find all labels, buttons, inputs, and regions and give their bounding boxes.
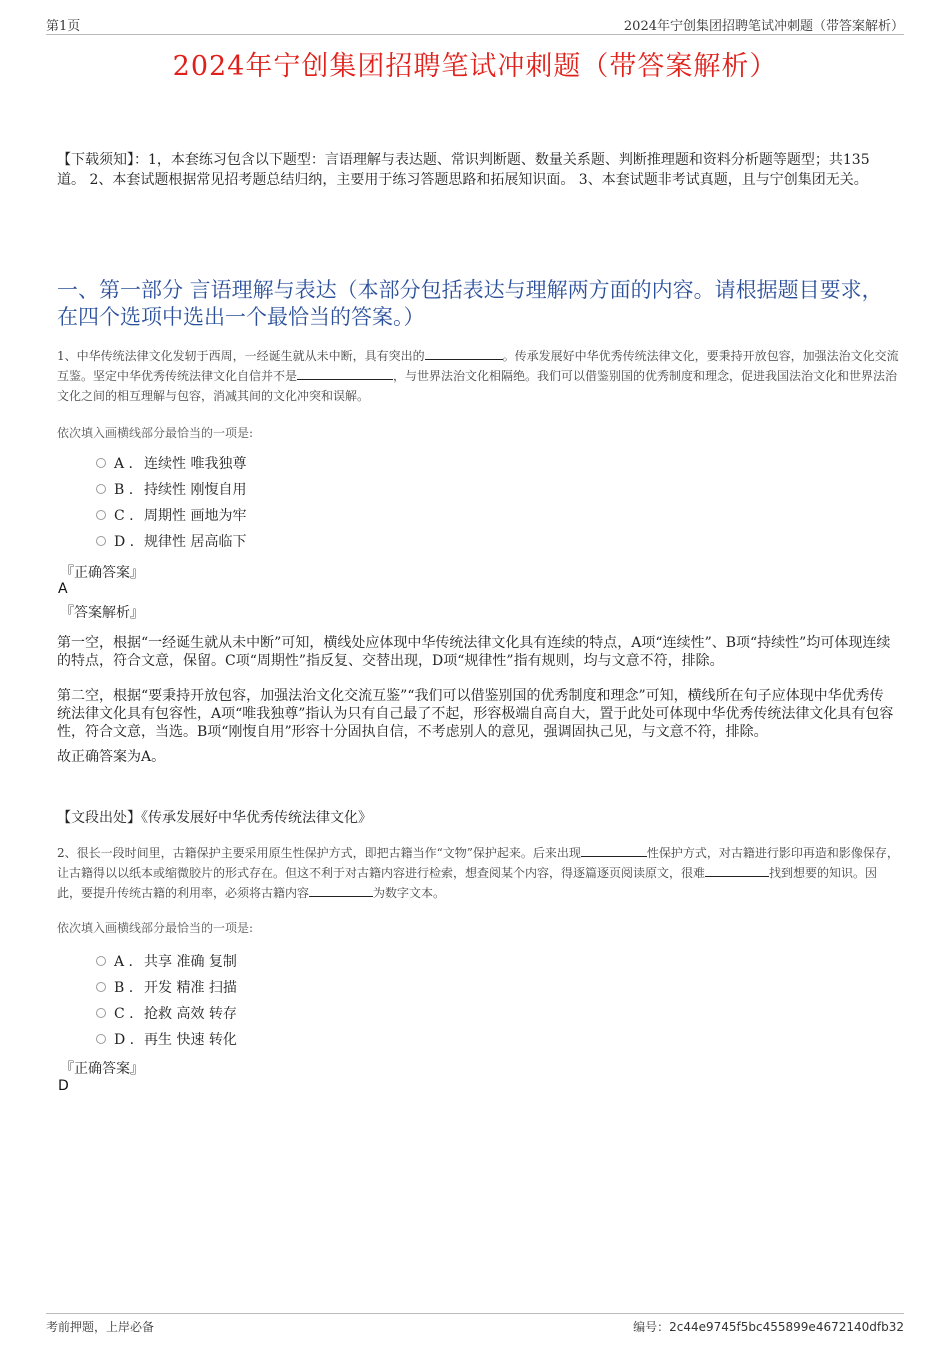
radio-icon[interactable] (96, 536, 106, 546)
option-letter: D . (114, 534, 135, 550)
radio-icon[interactable] (96, 484, 106, 494)
option-letter: C . (114, 508, 134, 524)
q2-text-part: 性保护方式，对古籍进行影印再造和影像保存，让古籍得以以纸本或缩微胶片的形式存在。但这不利于对古籍内容进行检索，想查阅某个内容，得逐篇逐页阅读原文，很难 (57, 846, 899, 880)
header-doc-title: 2024年宁创集团招聘笔试冲刺题（带答案解析） (623, 19, 904, 34)
correct-answer: D (58, 1078, 69, 1094)
option-text: 共享 准确 复制 (144, 954, 237, 970)
fill-blank (705, 864, 769, 877)
option-b[interactable] (96, 975, 237, 1001)
correct-answer: A (58, 581, 68, 597)
option-text: 再生 快速 转化 (144, 1032, 237, 1048)
question-2-text (57, 843, 899, 903)
option-text: 周期性 画地为牢 (144, 508, 247, 524)
q2-text-part: 找到想要的知识。因此，要提升传统古籍的利用率，必须将古籍内容 (57, 866, 878, 900)
radio-icon[interactable] (96, 1008, 106, 1018)
analysis-conclusion: 故正确答案为A。 (57, 749, 166, 765)
option-d[interactable] (96, 1027, 237, 1053)
question-2-options (96, 949, 237, 1053)
download-notice: 【下载须知】：1，本套练习包含以下题型：言语理解与表达题、常识判断题、数量关系题、判断推理题和资料分析题等题型；共135道。 2、本套试题根据常见招考题总结归纳，主要用于练习答题思路和拓展知识面。 3、本套试题非考试真题，且与宁创集团无关。 (57, 152, 870, 188)
option-b[interactable] (96, 477, 246, 503)
option-a[interactable] (96, 451, 246, 477)
page-footer (46, 1313, 904, 1336)
option-letter: C . (114, 1006, 134, 1022)
option-text: 开发 精准 扫描 (144, 980, 237, 996)
answer-label: 『正确答案』 (60, 565, 144, 581)
q1-text-part: 1、中华传统法律文化发轫于西周，一经诞生就从未中断，具有突出的 (57, 349, 425, 363)
question-2-hint: 依次填入画横线部分最恰当的一项是: (57, 921, 254, 935)
question-1-text (57, 346, 899, 406)
option-c[interactable] (96, 1001, 237, 1027)
question-1-hint: 依次填入画横线部分最恰当的一项是: (57, 426, 254, 440)
fill-blank (581, 844, 647, 857)
section-title: 一、第一部分 言语理解与表达（本部分包括表达与理解两方面的内容。请根据题目要求，在四个选项中选出一个最恰当的答案。） (57, 278, 883, 329)
question-1-options (96, 451, 246, 555)
option-letter: A . (114, 456, 134, 472)
footer-slogan: 考前押题，上岸必备 (46, 1320, 155, 1334)
option-text: 抢救 高效 转存 (144, 1006, 237, 1022)
fill-blank (309, 884, 373, 897)
radio-icon[interactable] (96, 1034, 106, 1044)
q1-text-part: 。传承发展好中华优秀传统法律文化，要秉持开放包容，加强法治文化交流互鉴。坚定中华优秀传统法律文化自信并不是 (57, 349, 899, 383)
analysis-label: 『答案解析』 (60, 605, 144, 621)
document-title: 2024年宁创集团招聘笔试冲刺题（带答案解析） (172, 51, 778, 82)
option-letter: D . (114, 1032, 135, 1048)
q2-text-part: 2、很长一段时间里，古籍保护主要采用原生性保护方式，即把古籍当作“文物”保护起来。后来出现 (57, 846, 581, 860)
option-letter: A . (114, 954, 134, 970)
radio-icon[interactable] (96, 982, 106, 992)
option-letter: B . (114, 980, 134, 996)
source-citation: 【文段出处】《传承发展好中华优秀传统法律文化》 (57, 810, 372, 826)
option-letter: B . (114, 482, 134, 498)
option-c[interactable] (96, 503, 246, 529)
page-number: 第1页 (46, 19, 81, 34)
q1-text-part: ，与世界法治文化相隔绝。我们可以借鉴别国的优秀制度和理念，促进我国法治文化和世界法治文化之间的相互理解与包容，消减其间的文化冲突和误解。 (57, 369, 898, 403)
option-text: 连续性 唯我独尊 (144, 456, 247, 472)
radio-icon[interactable] (96, 458, 106, 468)
fill-blank (297, 367, 393, 380)
q2-text-part: 为数字文本。 (373, 886, 446, 900)
radio-icon[interactable] (96, 956, 106, 966)
footer-doc-id: 编号：2c44e9745f5bc455899e4672140dfb32 (633, 1320, 904, 1334)
option-text: 规律性 居高临下 (144, 534, 247, 550)
fill-blank (425, 347, 503, 360)
option-a[interactable] (96, 949, 237, 975)
option-d[interactable] (96, 529, 246, 555)
page-header (46, 14, 904, 35)
answer-label: 『正确答案』 (60, 1061, 144, 1077)
analysis-paragraph: 第二空，根据“要秉持开放包容，加强法治文化交流互鉴”“我们可以借鉴别国的优秀制度和理念”可知，横线所在句子应体现中华优秀传统法律文化具有包容性，A项“唯我独尊”指认为只有自己最了不起，形容极端自高自大，置于此处可体现中华优秀传统法律文化具有包容性，符合文意，当选。B项“刚愎自用”形容十分固执自信，不考虑别人的意见，强调固执己见，与文意不符，排除。 (57, 688, 894, 740)
option-text: 持续性 刚愎自用 (144, 482, 247, 498)
radio-icon[interactable] (96, 510, 106, 520)
analysis-paragraph: 第一空，根据“一经诞生就从未中断”可知，横线处应体现中华传统法律文化具有连续的特点，A项“连续性”、B项“持续性”均可体现连续的特点，符合文意，保留。C项“周期性”指反复、交替出现，D项“规律性”指有规则，均与文意不符，排除。 (57, 635, 891, 669)
